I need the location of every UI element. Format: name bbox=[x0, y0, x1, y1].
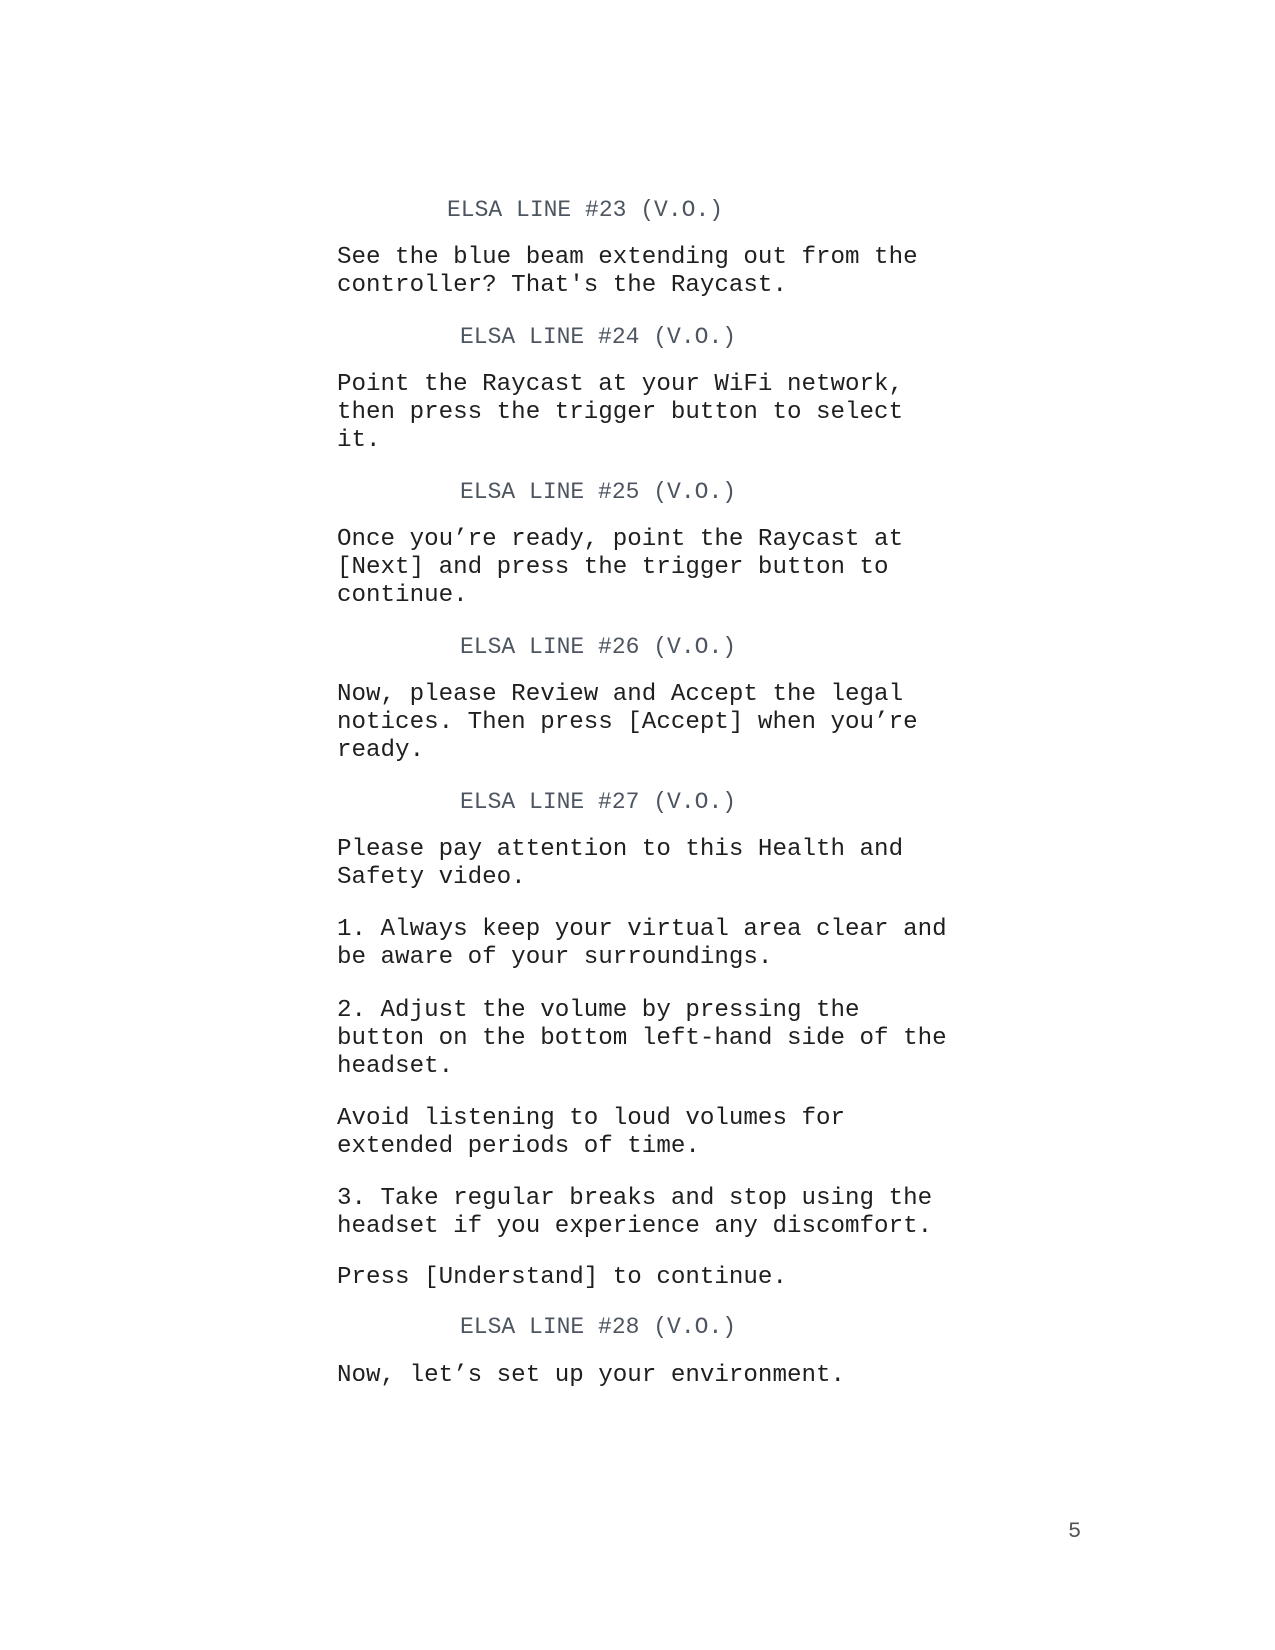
dialogue-paragraph: Point the Raycast at your WiFi network, then press the trigger button to select it. bbox=[337, 371, 904, 454]
character-cue: ELSA LINE #23 (V.O.) bbox=[447, 197, 724, 223]
dialogue-paragraph: Please pay attention to this Health and Safety video. bbox=[337, 836, 904, 891]
dialogue-paragraph: 3. Take regular breaks and stop using the headset if you experience any discomfort. bbox=[337, 1185, 933, 1240]
dialogue-paragraph: Now, let’s set up your environment. bbox=[337, 1362, 846, 1389]
dialogue-paragraph: Now, please Review and Accept the legal notices. Then press [Accept] when you’re ready. bbox=[337, 681, 918, 764]
dialogue-paragraph: Avoid listening to loud volumes for extended periods of time. bbox=[337, 1105, 846, 1160]
dialogue-paragraph: 1. Always keep your virtual area clear and be aware of your surroundings. bbox=[337, 916, 947, 971]
character-cue: ELSA LINE #25 (V.O.) bbox=[460, 479, 737, 505]
dialogue-paragraph: See the blue beam extending out from the controller? That's the Raycast. bbox=[337, 244, 918, 299]
character-cue: ELSA LINE #24 (V.O.) bbox=[460, 324, 737, 350]
dialogue-paragraph: 2. Adjust the volume by pressing the button on the bottom left-hand side of the headset. bbox=[337, 997, 947, 1080]
character-cue: ELSA LINE #27 (V.O.) bbox=[460, 789, 737, 815]
character-cue: ELSA LINE #28 (V.O.) bbox=[460, 1314, 737, 1340]
dialogue-paragraph: Press [Understand] to continue. bbox=[337, 1264, 787, 1291]
dialogue-paragraph: Once you’re ready, point the Raycast at [Next] and press the trigger button to continue. bbox=[337, 526, 904, 609]
page-number: 5 bbox=[1068, 1519, 1082, 1544]
character-cue: ELSA LINE #26 (V.O.) bbox=[460, 634, 737, 660]
